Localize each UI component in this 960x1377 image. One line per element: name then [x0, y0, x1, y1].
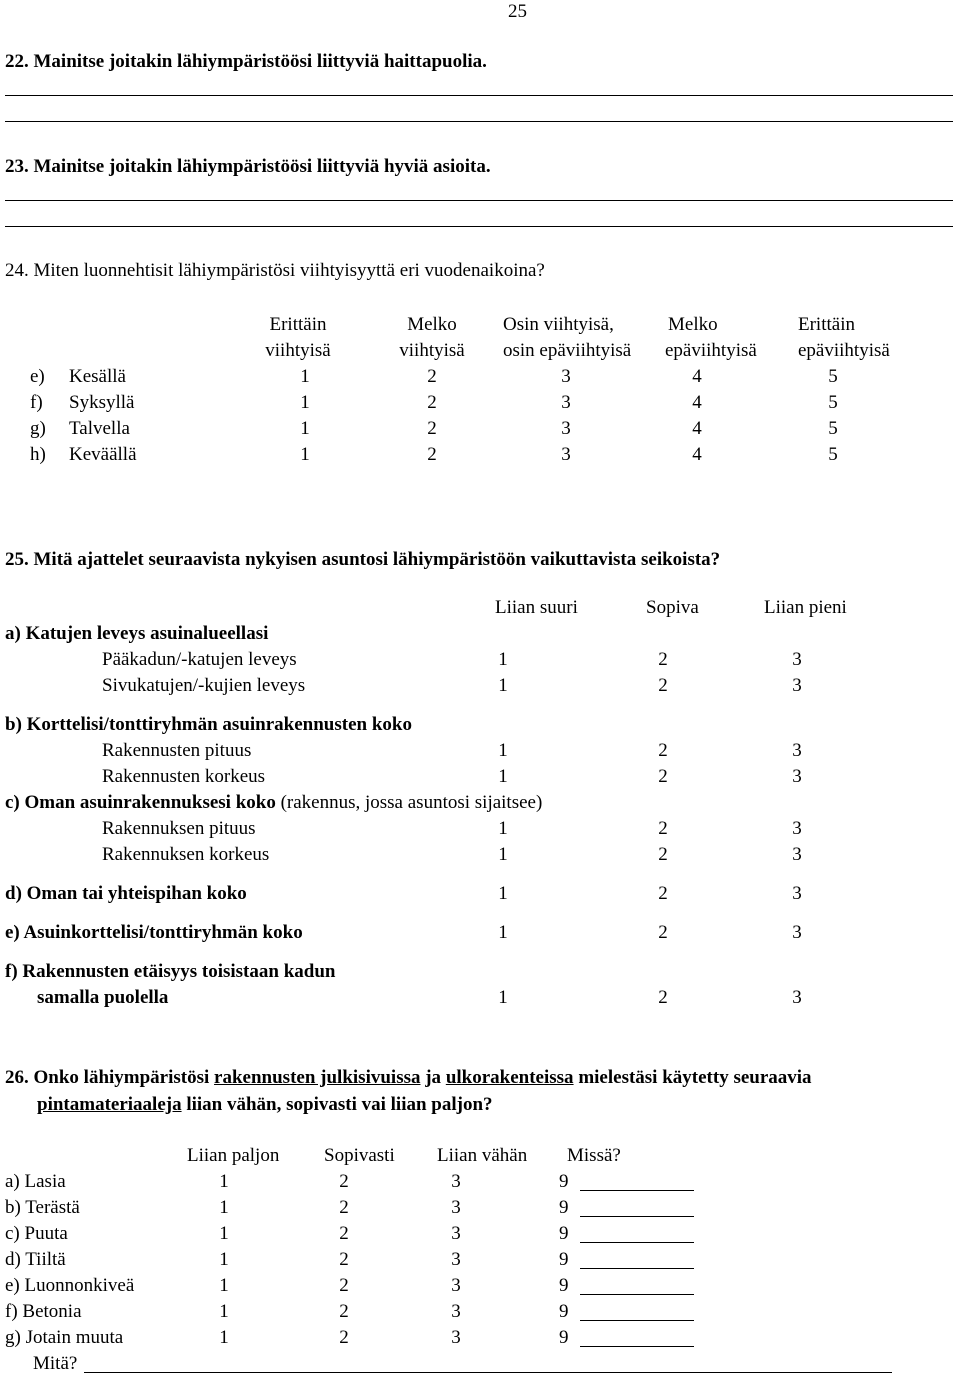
- column-header: viihtyisä: [399, 340, 465, 361]
- rating-option[interactable]: 4: [692, 392, 702, 413]
- row-label: Kesällä: [69, 366, 126, 387]
- rating-option[interactable]: 1: [498, 844, 508, 865]
- rating-option[interactable]: 1: [219, 1197, 229, 1218]
- rating-option[interactable]: 1: [219, 1223, 229, 1244]
- column-header: Missä?: [567, 1145, 621, 1166]
- column-header: epäviihtyisä: [798, 340, 890, 361]
- rating-option[interactable]: 3: [451, 1249, 461, 1270]
- section-note: (rakennus, jossa asuntosi sijaitsee): [280, 792, 543, 813]
- question-text: mielestäsi käytetty seuraavia: [573, 1067, 812, 1088]
- rating-option[interactable]: 1: [498, 675, 508, 696]
- column-header: Sopivasti: [324, 1145, 395, 1166]
- where-answer-line[interactable]: [580, 1294, 694, 1295]
- question-23: 23. Mainitse joitakin lähiympäristöösi liittyviä hyviä asioita.: [5, 156, 491, 177]
- column-header: Liian suuri: [495, 597, 578, 618]
- rating-option[interactable]: 1: [498, 922, 508, 943]
- row-label: Pääkadun/-katujen leveys: [102, 649, 297, 670]
- rating-option[interactable]: 1: [498, 649, 508, 670]
- rating-option[interactable]: 3: [561, 366, 571, 387]
- rating-option[interactable]: 2: [427, 444, 437, 465]
- rating-option[interactable]: 2: [658, 818, 668, 839]
- row-label: f) Betonia: [5, 1301, 82, 1322]
- row-label: samalla puolella: [37, 987, 169, 1008]
- rating-option[interactable]: 1: [219, 1301, 229, 1322]
- rating-option[interactable]: 4: [692, 366, 702, 387]
- column-header: Liian pieni: [764, 597, 847, 618]
- row-label: Rakennuksen pituus: [102, 818, 256, 839]
- rating-option[interactable]: 9: [559, 1223, 569, 1244]
- rating-option[interactable]: 1: [498, 987, 508, 1008]
- rating-option[interactable]: 2: [658, 987, 668, 1008]
- where-answer-line[interactable]: [580, 1190, 694, 1191]
- rating-option[interactable]: 2: [339, 1223, 349, 1244]
- rating-option[interactable]: 3: [792, 675, 802, 696]
- row-label: Rakennuksen korkeus: [102, 844, 270, 865]
- column-header: Liian paljon: [187, 1145, 280, 1166]
- rating-option[interactable]: 2: [427, 418, 437, 439]
- rating-option[interactable]: 5: [828, 392, 838, 413]
- question-25: 25. Mitä ajattelet seuraavista nykyisen asuntosi lähiympäristöön vaikuttavista seikoista?: [5, 549, 721, 570]
- column-header: Erittäin: [269, 314, 327, 335]
- row-label: d) Tiiltä: [5, 1249, 66, 1270]
- where-answer-line[interactable]: [580, 1320, 694, 1321]
- other-label: Mitä?: [33, 1353, 78, 1374]
- question-text: ja: [420, 1067, 446, 1088]
- where-answer-line[interactable]: [580, 1346, 694, 1347]
- rating-option[interactable]: 5: [828, 366, 838, 387]
- answer-line[interactable]: [5, 226, 953, 227]
- rating-option[interactable]: 3: [561, 418, 571, 439]
- column-header: Osin viihtyisä,: [503, 314, 614, 335]
- rating-option[interactable]: 2: [658, 844, 668, 865]
- rating-option[interactable]: 2: [658, 675, 668, 696]
- question-22: 22. Mainitse joitakin lähiympäristöösi liittyviä haittapuolia.: [5, 51, 487, 72]
- row-label: Sivukatujen/-kujien leveys: [102, 675, 306, 696]
- rating-option[interactable]: 2: [427, 392, 437, 413]
- rating-option[interactable]: 2: [339, 1171, 349, 1192]
- rating-option[interactable]: 2: [339, 1249, 349, 1270]
- rating-option[interactable]: 1: [300, 392, 310, 413]
- rating-option[interactable]: 9: [559, 1275, 569, 1296]
- row-label: Talvella: [69, 418, 130, 439]
- question-text: liian vähän, sopivasti vai liian paljon?: [181, 1094, 493, 1115]
- rating-option[interactable]: 9: [559, 1197, 569, 1218]
- row-label: f) Rakennusten etäisyys toisistaan kadun: [5, 961, 336, 982]
- column-header: Melko: [668, 314, 718, 335]
- section-heading: c) Oman asuinrakennuksesi koko: [5, 792, 276, 813]
- rating-option[interactable]: 2: [658, 883, 668, 904]
- rating-option[interactable]: 5: [828, 418, 838, 439]
- rating-option[interactable]: 3: [792, 844, 802, 865]
- rating-option[interactable]: 3: [561, 444, 571, 465]
- rating-option[interactable]: 1: [498, 766, 508, 787]
- rating-option[interactable]: 2: [658, 922, 668, 943]
- rating-option[interactable]: 3: [792, 922, 802, 943]
- row-label: Rakennusten korkeus: [102, 766, 266, 787]
- rating-option[interactable]: 2: [339, 1275, 349, 1296]
- rating-option[interactable]: 3: [792, 883, 802, 904]
- rating-option[interactable]: 3: [451, 1197, 461, 1218]
- rating-option[interactable]: 1: [219, 1275, 229, 1296]
- rating-option[interactable]: 1: [300, 366, 310, 387]
- where-answer-line[interactable]: [580, 1216, 694, 1217]
- rating-option[interactable]: 3: [451, 1327, 461, 1348]
- section-heading: b) Korttelisi/tonttiryhmän asuinrakennusten koko: [5, 714, 412, 735]
- row-label: c) Puuta: [5, 1223, 68, 1244]
- rating-option[interactable]: 9: [559, 1171, 569, 1192]
- row-label: b) Terästä: [5, 1197, 80, 1218]
- column-header: Sopiva: [646, 597, 699, 618]
- rating-option[interactable]: 3: [792, 740, 802, 761]
- row-label: g) Jotain muuta: [5, 1327, 124, 1348]
- rating-option[interactable]: 3: [451, 1223, 461, 1244]
- rating-option[interactable]: 3: [451, 1275, 461, 1296]
- rating-option[interactable]: 2: [658, 766, 668, 787]
- answer-line[interactable]: [5, 95, 953, 96]
- row-label: d) Oman tai yhteispihan koko: [5, 883, 247, 904]
- rating-option[interactable]: 2: [427, 366, 437, 387]
- section-heading: a) Katujen leveys asuinalueellasi: [5, 623, 269, 644]
- rating-option[interactable]: 3: [792, 766, 802, 787]
- answer-line[interactable]: [5, 121, 953, 122]
- question-text: 26. Onko lähiympäristösi: [5, 1067, 215, 1088]
- where-answer-line[interactable]: [580, 1242, 694, 1243]
- column-header: Liian vähän: [437, 1145, 528, 1166]
- column-header: epäviihtyisä: [665, 340, 757, 361]
- row-letter: g): [30, 418, 46, 439]
- rating-option[interactable]: 4: [692, 418, 702, 439]
- rating-option[interactable]: 1: [219, 1249, 229, 1270]
- row-label: Syksyllä: [69, 392, 135, 413]
- question-text-underlined: ulkorakenteissa: [445, 1067, 574, 1088]
- rating-option[interactable]: 1: [300, 444, 310, 465]
- rating-option[interactable]: 2: [339, 1327, 349, 1348]
- rating-option[interactable]: 9: [559, 1327, 569, 1348]
- question-text-underlined: pintamateriaaleja: [37, 1094, 182, 1115]
- row-label: a) Lasia: [5, 1171, 66, 1192]
- rating-option[interactable]: 5: [828, 444, 838, 465]
- rating-option[interactable]: 4: [692, 444, 702, 465]
- question-text-underlined: rakennusten julkisivuissa: [214, 1067, 421, 1088]
- row-letter: h): [30, 444, 46, 465]
- rating-option[interactable]: 2: [339, 1301, 349, 1322]
- rating-option[interactable]: 1: [219, 1171, 229, 1192]
- question-26-line2: [37, 1094, 493, 1116]
- rating-option[interactable]: 1: [498, 818, 508, 839]
- rating-option[interactable]: 1: [219, 1327, 229, 1348]
- column-header: Erittäin: [798, 314, 855, 335]
- column-header: osin epäviihtyisä: [503, 340, 632, 361]
- column-header: Melko: [407, 314, 457, 335]
- row-label: Keväällä: [69, 444, 137, 465]
- rating-option[interactable]: 1: [498, 740, 508, 761]
- row-label: Rakennusten pituus: [102, 740, 252, 761]
- row-label: e) Asuinkorttelisi/tonttiryhmän koko: [5, 922, 303, 943]
- where-answer-line[interactable]: [580, 1268, 694, 1269]
- row-letter: f): [30, 392, 43, 413]
- column-header: viihtyisä: [265, 340, 331, 361]
- rating-option[interactable]: 3: [451, 1171, 461, 1192]
- question-24: 24. Miten luonnehtisit lähiympäristösi viihtyisyyttä eri vuodenaikoina?: [5, 260, 545, 281]
- rating-option[interactable]: 3: [792, 649, 802, 670]
- rating-option[interactable]: 2: [658, 649, 668, 670]
- page-number: 25: [508, 1, 527, 22]
- row-letter: e): [30, 366, 45, 387]
- rating-option[interactable]: 1: [300, 418, 310, 439]
- rating-option[interactable]: 3: [561, 392, 571, 413]
- rating-option[interactable]: 3: [792, 818, 802, 839]
- rating-option[interactable]: 9: [559, 1301, 569, 1322]
- other-answer-line[interactable]: [84, 1372, 892, 1373]
- answer-line[interactable]: [5, 200, 953, 201]
- rating-option[interactable]: 2: [339, 1197, 349, 1218]
- question-26-line1: [5, 1067, 812, 1089]
- row-label: e) Luonnonkiveä: [5, 1275, 135, 1296]
- rating-option[interactable]: 3: [792, 987, 802, 1008]
- rating-option[interactable]: 2: [658, 740, 668, 761]
- section-heading-c: [5, 792, 542, 814]
- rating-option[interactable]: 1: [498, 883, 508, 904]
- rating-option[interactable]: 3: [451, 1301, 461, 1322]
- rating-option[interactable]: 9: [559, 1249, 569, 1270]
